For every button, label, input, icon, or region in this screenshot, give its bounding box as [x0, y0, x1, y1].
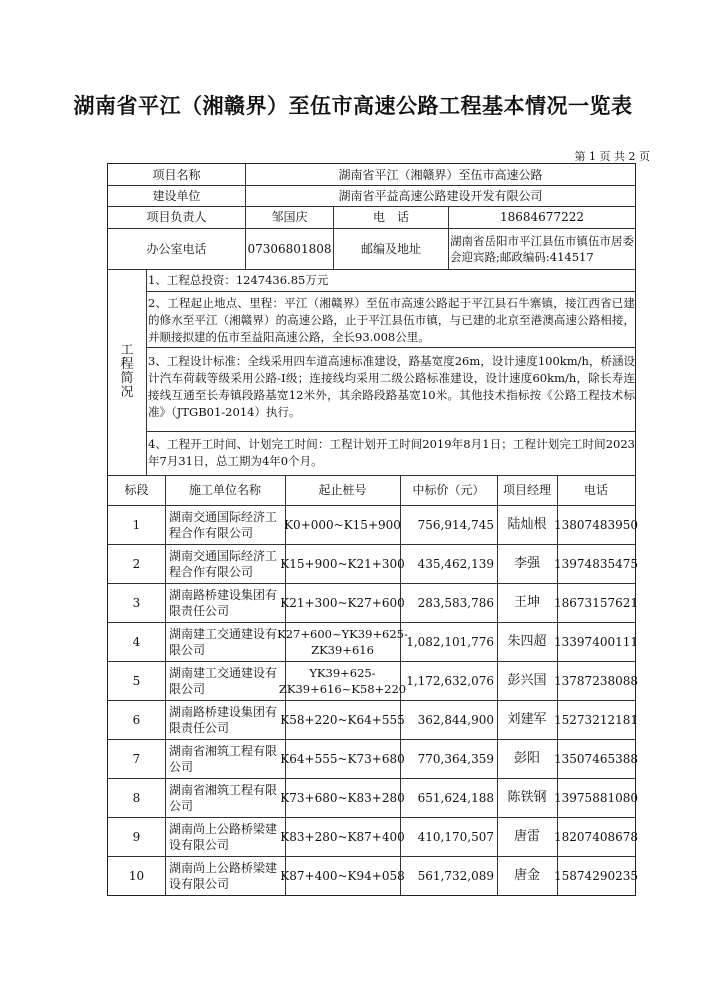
- company-name: 湖南交通国际经济工程合作有限公司: [169, 509, 278, 540]
- company-name: 湖南建工交通建设有限公司: [169, 626, 278, 657]
- row-divider: [146, 347, 635, 348]
- manager-phone: 13807483950: [554, 517, 638, 532]
- project-manager: 彭阳: [513, 750, 540, 766]
- section-number: 4: [132, 634, 141, 649]
- manager-phone: 15874290235: [554, 868, 638, 883]
- stake-range: K27+600~YK39+625-ZK39+616: [277, 626, 408, 657]
- company-name: 湖南路桥建设集团有限责任公司: [169, 704, 278, 735]
- stake-range: K0+000~K15+900: [284, 517, 401, 532]
- bid-price: 283,583,786: [417, 595, 494, 610]
- page-title: 湖南省平江（湘赣界）至伍市高速公路工程基本情况一览表: [73, 94, 633, 118]
- bid-price: 1,082,101,776: [406, 634, 494, 649]
- stake-range: K58+220~K64+555: [280, 712, 405, 727]
- section-number: 5: [132, 673, 141, 688]
- stake-range: K64+555~K73+680: [280, 751, 405, 766]
- section-number: 2: [132, 556, 141, 571]
- bid-price: 561,732,089: [417, 868, 494, 883]
- row-divider: [146, 431, 635, 432]
- section-number: 6: [132, 712, 141, 727]
- column-header: 中标价（元）: [412, 483, 485, 497]
- column-header: 项目经理: [502, 483, 551, 497]
- builder-value: 湖南省平益高速公路建设开发有限公司: [338, 188, 543, 203]
- project-manager: 王坤: [513, 594, 540, 610]
- section-number: 7: [132, 751, 141, 766]
- project-manager: 陆灿根: [507, 516, 547, 532]
- stake-range: K87+400~K94+058: [280, 868, 405, 883]
- phone-value: 18684677222: [500, 210, 584, 224]
- bid-price: 362,844,900: [417, 712, 494, 727]
- section-number: 10: [128, 868, 145, 883]
- manager-phone: 13397400111: [554, 634, 638, 649]
- column-header: 起止桩号: [318, 483, 367, 497]
- project-manager: 朱四超: [507, 633, 547, 649]
- office-phone-value: 07306801808: [247, 241, 332, 256]
- bid-price: 756,914,745: [417, 517, 494, 532]
- manager-phone: 13507465388: [554, 751, 638, 766]
- overview-item-standard: 3、工程设计标准：全线采用四车道高速标准建设，路基宽度26m，设计速度100km/h，桥涵设计汽车荷载等级采用公路-I级；连接线均采用二级公路标准建设，设计速度60km/h，除长寿连接线互通至长寿镇段路基宽12米外，其余路段路基宽10米。其他技术指标按《公路工程技术标准》（JTGB01-2014）执行。: [148, 354, 635, 419]
- manager-phone: 15273212181: [554, 712, 638, 727]
- column-header: 标段: [124, 483, 149, 497]
- company-name: 湖南路桥建设集团有限责任公司: [169, 587, 278, 618]
- stake-range: K73+680~K83+280: [280, 790, 405, 805]
- leader-label: 项目负责人: [146, 210, 207, 224]
- bid-price: 1,172,632,076: [406, 673, 494, 688]
- manager-phone: 18673157621: [554, 595, 638, 610]
- project-manager: 刘建军: [507, 711, 547, 727]
- section-number: 1: [132, 517, 141, 532]
- company-name: 湖南交通国际经济工程合作有限公司: [169, 548, 278, 579]
- phone-label: 电 话: [372, 210, 409, 224]
- project-manager: 唐金: [513, 867, 540, 883]
- project-manager: 李强: [513, 555, 540, 571]
- overview-label: 工 程 简 况: [120, 343, 134, 400]
- project-manager: 彭兴国: [507, 672, 547, 688]
- project-name-label: 项目名称: [152, 167, 201, 182]
- section-number: 9: [132, 829, 141, 844]
- section-number: 3: [132, 595, 141, 610]
- stake-range: K21+300~K27+600: [280, 595, 405, 610]
- project-manager: 唐雷: [513, 828, 540, 844]
- overview-item-investment: 1、工程总投资：1247436.85万元: [148, 273, 329, 287]
- manager-phone: 18207408678: [554, 829, 638, 844]
- manager-phone: 13975881080: [554, 790, 638, 805]
- section-number: 8: [132, 790, 141, 805]
- postal-address-value: 湖南省岳阳市平江县伍市镇伍市居委会迎宾路;邮政编码:414517: [450, 233, 634, 264]
- manager-phone: 13787238088: [554, 673, 638, 688]
- builder-label: 建设单位: [152, 188, 201, 203]
- row-divider: [108, 269, 635, 270]
- company-name: 湖南省湘筑工程有限公司: [169, 782, 278, 813]
- stake-range: K83+280~K87+400: [280, 829, 405, 844]
- bid-price: 435,462,139: [417, 556, 494, 571]
- col-divider: [146, 269, 147, 475]
- page-number: 第 1 页 共 2 页: [574, 150, 650, 163]
- overview-item-schedule: 4、工程开工时间、计划完工时间：工程计划开工时间2019年8月1日；工程计划完工时间2023年7月31日，总工期为4年0个月。: [148, 437, 635, 468]
- column-header: 电话: [583, 483, 608, 497]
- company-name: 湖南尚上公路桥梁建设有限公司: [169, 821, 278, 852]
- company-name: 湖南建工交通建设有限公司: [169, 665, 278, 696]
- postal-label: 邮编及地址: [360, 241, 421, 256]
- bid-price: 651,624,188: [417, 790, 494, 805]
- company-name: 湖南省湘筑工程有限公司: [169, 743, 278, 774]
- bid-price: 770,364,359: [417, 751, 494, 766]
- company-name: 湖南尚上公路桥梁建设有限公司: [169, 860, 278, 891]
- column-header: 施工单位名称: [188, 483, 261, 497]
- stake-range: K15+900~K21+300: [280, 556, 405, 571]
- office-phone-label: 办公室电话: [146, 241, 207, 256]
- leader-value: 邹国庆: [271, 210, 308, 224]
- project-name-value: 湖南省平江（湘赣界）至伍市高速公路: [338, 167, 543, 182]
- project-manager: 陈铁钢: [507, 789, 547, 805]
- manager-phone: 13974835475: [554, 556, 638, 571]
- stake-range: YK39+625-ZK39+616~K58+220: [278, 665, 407, 696]
- bid-price: 410,170,507: [417, 829, 494, 844]
- overview-item-location: 2、工程起止地点、里程：平江（湘赣界）至伍市高速公路起于平江县石牛寨镇，接江西省已建的修水至平江（湘赣界）的高速公路，止于平江县伍市镇，与已建的北京至港澳高速公路相接，并顺接拟建的伍市至益阳高速公路，全长93.008公里。: [148, 296, 635, 344]
- info-table: [107, 163, 636, 896]
